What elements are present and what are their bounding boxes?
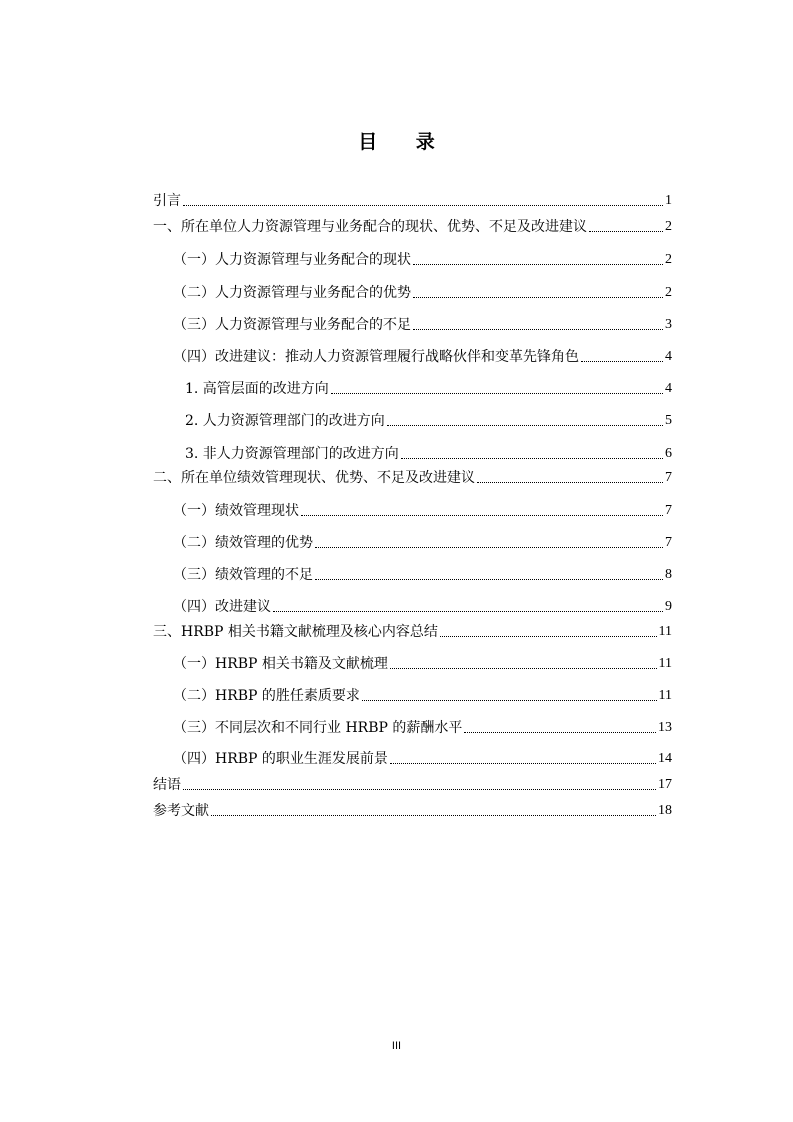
dot-leader (413, 264, 663, 265)
toc-entry-label: 3. 非人力资源管理部门的改进方向 (185, 446, 399, 462)
toc-entry-label: （一）人力资源管理与业务配合的现状 (173, 252, 411, 268)
toc-entry[interactable] (153, 772, 672, 794)
toc-entry-label: 2. 人力资源管理部门的改进方向 (185, 413, 385, 429)
toc-entry-label: （二）HRBP 的胜任素质要求 (173, 688, 360, 704)
toc-entry[interactable] (173, 530, 672, 552)
toc-entry[interactable] (185, 408, 672, 430)
toc-entry-page: 9 (665, 599, 672, 614)
toc-entry-page: 11 (658, 624, 672, 639)
toc-entry[interactable] (173, 562, 672, 584)
toc-entry-page: 3 (665, 317, 672, 332)
toc-entry[interactable] (173, 746, 672, 768)
toc-entry-label: （三）不同层次和不同行业 HRBP 的薪酬水平 (173, 720, 463, 736)
toc-entry-page: 2 (665, 252, 672, 267)
dot-leader (390, 763, 656, 764)
toc-entry-label: 参考文献 (153, 803, 209, 819)
toc-entry-label: （四）改进建议：推动人力资源管理履行战略伙伴和变革先锋角色 (173, 349, 579, 365)
toc-entry-page: 4 (665, 349, 672, 364)
toc-entry[interactable] (153, 798, 672, 820)
dot-leader (183, 205, 663, 206)
toc-entry-label: （一）绩效管理现状 (173, 503, 299, 519)
toc-entry-page: 18 (658, 803, 672, 818)
toc-entry-page: 2 (665, 219, 672, 234)
toc-entry-page: 6 (665, 446, 672, 461)
dot-leader (315, 579, 663, 580)
toc-entry-page: 11 (658, 656, 672, 671)
toc-entry[interactable] (153, 619, 672, 641)
toc-entry-label: （三）绩效管理的不足 (173, 567, 313, 583)
toc-entry-page: 1 (665, 193, 672, 208)
toc-entry[interactable] (153, 214, 672, 236)
dot-leader (183, 789, 656, 790)
toc-entry[interactable] (185, 441, 672, 463)
toc-entry-page: 2 (665, 285, 672, 300)
toc-entry-page: 7 (665, 503, 672, 518)
toc-entry-page: 7 (665, 470, 672, 485)
toc-entry[interactable] (173, 715, 672, 737)
dot-leader (413, 297, 663, 298)
toc-entry-page: 8 (665, 567, 672, 582)
toc-entry-label: （二）人力资源管理与业务配合的优势 (173, 285, 411, 301)
page-number: III (391, 1040, 402, 1052)
page-title: 目 录 (358, 131, 451, 153)
toc-entry[interactable] (173, 651, 672, 673)
toc-entry[interactable] (173, 594, 672, 616)
toc-entry-label: （二）绩效管理的优势 (173, 535, 313, 551)
toc-entry-page: 14 (658, 751, 672, 766)
toc-entry-label: 引言 (153, 193, 181, 209)
toc-entry[interactable] (173, 344, 672, 366)
toc-entry-page: 17 (658, 777, 672, 792)
dot-leader (390, 668, 657, 669)
dot-leader (273, 611, 663, 612)
toc-entry[interactable] (173, 498, 672, 520)
dot-leader (362, 700, 657, 701)
dot-leader (401, 458, 663, 459)
dot-leader (477, 482, 663, 483)
dot-leader (331, 393, 663, 394)
toc-entry[interactable] (153, 465, 672, 487)
toc-entry-label: （三）人力资源管理与业务配合的不足 (173, 317, 411, 333)
toc-entry-page: 13 (658, 720, 672, 735)
dot-leader (387, 425, 663, 426)
dot-leader (315, 547, 663, 548)
toc-entry[interactable] (173, 280, 672, 302)
toc-entry-label: （四）改进建议 (173, 599, 271, 615)
toc-entry-label: （一）HRBP 相关书籍及文献梳理 (173, 656, 388, 672)
toc-entry-label: （四）HRBP 的职业生涯发展前景 (173, 751, 388, 767)
dot-leader (211, 815, 656, 816)
toc-entry[interactable] (173, 683, 672, 705)
dot-leader (581, 361, 663, 362)
toc-entry[interactable] (185, 376, 672, 398)
toc-entry-page: 7 (665, 535, 672, 550)
toc-entry-label: 三、HRBP 相关书籍文献梳理及核心内容总结 (153, 624, 438, 640)
dot-leader (589, 231, 663, 232)
toc-entry-label: 一、所在单位人力资源管理与业务配合的现状、优势、不足及改进建议 (153, 219, 587, 235)
dot-leader (413, 329, 663, 330)
toc-entry-page: 5 (665, 413, 672, 428)
toc-entry-label: 二、所在单位绩效管理现状、优势、不足及改进建议 (153, 470, 475, 486)
toc-entry-label: 结语 (153, 777, 181, 793)
toc-entry[interactable] (153, 188, 672, 210)
toc-entry-page: 4 (665, 381, 672, 396)
dot-leader (440, 636, 657, 637)
toc-entry[interactable] (173, 312, 672, 334)
toc-entry-page: 11 (658, 688, 672, 703)
dot-leader (464, 732, 656, 733)
toc-entry[interactable] (173, 247, 672, 269)
toc-entry-label: 1. 高管层面的改进方向 (185, 381, 329, 397)
dot-leader (301, 515, 663, 516)
